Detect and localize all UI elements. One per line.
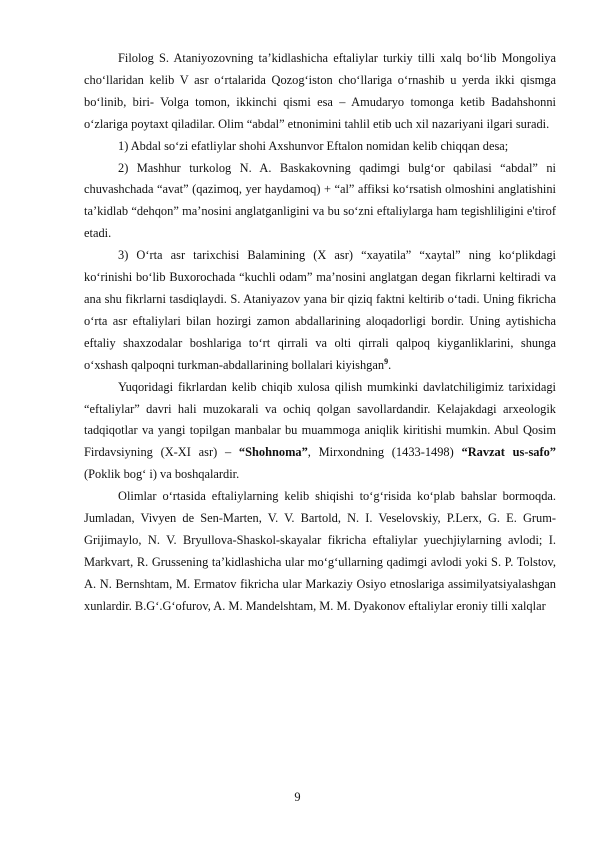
conclusion-text-end: (Poklik bog‘ i) va boshqalardir. xyxy=(84,467,240,482)
conclusion-text-start: Yuqoridagi fikrlardan kelib chiqib xulosa qilish mumkinki davlatchiligimiz tarixidagi “eftaliylar” davri hali muzokarali va ochiq qolgan savollardandir. Kelajakdagi arxeologik tadqiqotlar va yangi topilgan manbalar bu muammoga aniqlik kiritishi mumkin. Abul Qosim Firdavsiyning (X-XI asr) – xyxy=(84,379,556,460)
paragraph-ataniyozov-intro: Filolog S. Ataniyozovning ta’kidlashicha eftaliylar turkiy tilli xalq bo‘lib Mongoliya cho‘llaridan kelib V asr o‘rtalarida Qozog‘iston cho‘llariga o‘rnashib u yerda ikki qismga bo‘linib, biri- Volga tomon, ikkinchi qismi esa – Amudaryo tomonga ketib Badahshonni o‘zlariga poytaxt qiladilar. Olim “abdal” etnonimini tahlil etib uch xil nazariyani ilgari suradi. xyxy=(84,51,556,131)
paragraph-theory-1: 1) Abdal so‘zi efatliylar shohi Axshunvor Eftalon nomidan kelib chiqqan desa; xyxy=(118,138,509,153)
paragraph-scholars: Olimlar o‘rtasida eftaliylarning kelib shiqishi to‘g‘risida ko‘plab bahslar bormoqda. Jumladan, Vivyen de Sen-Marten, V. V. Bartold, N. I. Veselovskiy, P.Lerx, G. E. Grum-Grijimaylo, N. V. Bryullova-Shaskol-skayalar fikricha eftaliylar yuechjiylarning avlodi; I. Markvart, R. Grussening ta’kidlashicha ular mo‘g‘ullarning qadimgi avlodi yoki S. P. Tolstov, A. N. Bernshtam, M. Ermatov fikricha ular Markaziy Osiyo etnoslariga assimilyatsiyalashgan xunlardir. B.G‘.G‘ofurov, A. M. Mandelshtam, M. M. Dyakonov eftaliylar eroniy tilli xalqlar xyxy=(84,489,556,613)
ravzat-title: “Ravzat us-safo” xyxy=(461,445,557,460)
paragraph-theory-3 xyxy=(84,245,556,376)
paragraph-theory-2: 2) Mashhur turkolog N. A. Baskakovning qadimgi bulg‘or qabilasi “abdal” ni chuvashchada “avat” (qazimoq, yer haydamoq) + “al” affiksi ko‘rsatish olmoshini anglatishini ta’kidlab “dehqon” ma’nosini anglatganligini va bu so‘zni eftaliylarga ham tegishliligini e'tirof etadi. xyxy=(84,160,556,241)
body-text xyxy=(84,48,556,618)
paragraph-conclusion xyxy=(84,377,556,487)
footnote-marker: 9 xyxy=(384,356,389,366)
page-number: 9 xyxy=(294,790,301,804)
shohnoma-title: “Shohnoma” xyxy=(238,445,308,460)
paragraph-theory-3-text: 3) O‘rta asr tarixchisi Balamining (X asr) “xayatila” “xaytal” ning ko‘plikdagi ko‘rinishi bo‘lib Buxorochada “kuchli odam” ma’nosini anglatgan degan fikrlarni keltiradi va ana shu fikrlarni tasdiqlaydi. S. Ataniyazov yana bir qiziq faktni keltirib o‘tadi. Uning fikricha o‘rta asr eftaliylari bilan hozirgi zamon abdallarining aloqadorligi bordir. Uning aytishicha eftaliy shaxzodalar boshlariga to‘rt qirrali va olti qirrali qalpoq kiyganliklarini, shunga o‘xshash qalpoqni turkman-abdallarining bollalari kiyishgan xyxy=(84,248,556,372)
conclusion-text-middle: , Mirxondning (1433-1498) xyxy=(307,445,462,460)
paragraph-theory-3-end: . xyxy=(388,357,392,372)
